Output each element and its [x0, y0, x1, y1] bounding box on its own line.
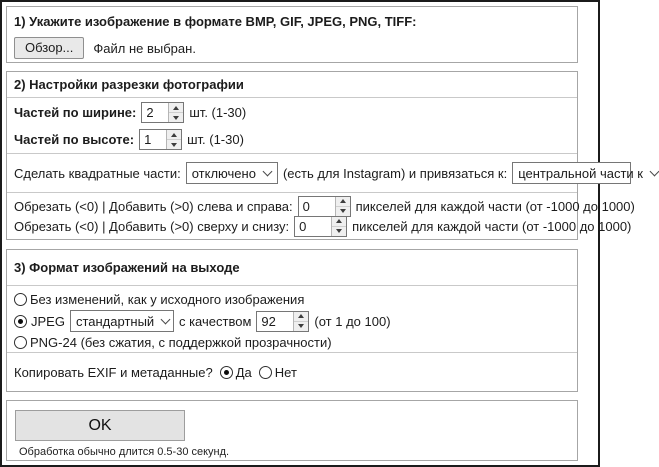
parts-height-label: Частей по высоте:: [14, 132, 135, 147]
jpeg-quality-input[interactable]: [257, 312, 293, 331]
spin-up-icon: [336, 219, 342, 223]
spin-down-icon: [298, 324, 304, 328]
parts-width-stepper: [141, 102, 184, 123]
spin-down-button[interactable]: [167, 139, 181, 149]
jpeg-quality-spin-buttons: [293, 312, 308, 331]
jpeg-quality-range: (от 1 до 100): [314, 313, 391, 329]
crop-top-bottom-spin-buttons: [331, 217, 346, 236]
parts-width-row: [14, 99, 570, 126]
jpeg-preset-select[interactable]: [70, 310, 174, 332]
spin-down-icon: [336, 229, 342, 233]
processing-time-note: Обработка обычно длится 0.5-30 секунд.: [19, 446, 230, 458]
jpeg-quality-label: с качеством: [178, 313, 252, 329]
crop-top-bottom-label: Обрезать (<0) | Добавить (>0) сверху и снизу:: [14, 218, 290, 234]
option-png-label: PNG-24 (без сжатия, с поддержкой прозрачности): [30, 335, 332, 350]
square-parts-row: [7, 153, 643, 192]
jpeg-quality-stepper: [256, 311, 309, 332]
radio-exif-yes[interactable]: [220, 366, 233, 379]
section1-heading: 1) Укажите изображение в формате BMP, GIF, JPEG, PNG, TIFF:: [14, 14, 417, 29]
file-input-row: [14, 37, 577, 59]
spin-up-icon: [340, 199, 346, 203]
spin-up-button[interactable]: [169, 103, 183, 112]
crop-left-right-label: Обрезать (<0) | Добавить (>0) слева и справа:: [14, 198, 293, 214]
exif-yes-label: Да: [235, 365, 252, 380]
file-status-text: Файл не выбран.: [93, 40, 196, 56]
parts-height-spin-buttons: [166, 130, 181, 149]
parts-height-suffix: шт. (1-30): [187, 132, 244, 147]
option-jpeg-label: JPEG: [31, 313, 65, 329]
crop-add-group: [7, 192, 635, 236]
exif-copy-label: Копировать EXIF и метаданные?: [14, 365, 213, 380]
radio-jpeg[interactable]: [14, 315, 27, 328]
radio-png[interactable]: [14, 336, 27, 349]
section-output-format: [6, 249, 578, 392]
section-file-upload: [6, 6, 578, 63]
spin-down-button[interactable]: [332, 226, 346, 236]
spin-down-button[interactable]: [336, 206, 350, 216]
output-format-options: [7, 286, 577, 352]
exif-copy-row: [7, 352, 577, 392]
chevron-down-icon: [262, 167, 272, 177]
section3-heading: 3) Формат изображений на выходе: [7, 250, 577, 286]
parts-height-stepper: [139, 129, 182, 150]
spin-up-icon: [173, 106, 179, 110]
square-parts-middle-text: (есть для Instagram) и привязаться к:: [282, 165, 508, 181]
parts-width-label: Частей по ширине:: [14, 105, 137, 120]
spin-up-button[interactable]: [336, 197, 350, 206]
crop-left-right-suffix: пикселей для каждой части (от -1000 до 1000): [355, 198, 635, 214]
spin-up-icon: [298, 314, 304, 318]
radio-original[interactable]: [14, 293, 27, 306]
anchor-selected-value: центральной части к: [518, 165, 643, 181]
spin-down-icon: [173, 116, 179, 120]
chevron-down-icon: [161, 315, 171, 325]
exif-no-label: Нет: [274, 365, 297, 380]
option-png-row[interactable]: [14, 333, 570, 352]
section2-heading: 2) Настройки разрезки фотографии: [7, 72, 577, 98]
parts-count-group: [7, 98, 577, 153]
section-submit: [6, 400, 578, 461]
spin-up-button[interactable]: [332, 217, 346, 226]
option-original-label: Без изменений, как у исходного изображения: [30, 292, 305, 307]
spin-down-icon: [340, 209, 346, 213]
section-split-settings: [6, 71, 643, 240]
exif-yes-option[interactable]: [220, 365, 252, 380]
square-parts-label: Сделать квадратные части:: [14, 165, 181, 181]
ok-button[interactable]: OK: [15, 410, 185, 441]
chevron-down-icon: [650, 167, 659, 177]
spin-up-button[interactable]: [294, 312, 308, 321]
parts-width-spin-buttons: [168, 103, 183, 122]
option-jpeg-row[interactable]: [14, 309, 570, 333]
spin-up-icon: [171, 133, 177, 137]
crop-left-right-stepper: [298, 196, 351, 217]
spin-down-icon: [171, 143, 177, 147]
browse-button[interactable]: Обзор...: [14, 37, 84, 59]
spin-up-button[interactable]: [167, 130, 181, 139]
parts-width-input[interactable]: [142, 103, 168, 122]
spin-down-button[interactable]: [169, 112, 183, 122]
crop-left-right-row: [14, 196, 635, 216]
jpeg-preset-selected-value: стандартный: [75, 313, 155, 329]
crop-top-bottom-input[interactable]: [295, 217, 331, 236]
parts-height-input[interactable]: [140, 130, 166, 149]
square-parts-select[interactable]: [186, 162, 278, 184]
crop-top-bottom-row: [14, 216, 632, 236]
crop-left-right-input[interactable]: [299, 197, 335, 216]
square-parts-selected-value: отключено: [191, 165, 256, 181]
option-original-row[interactable]: [14, 290, 570, 309]
spin-down-button[interactable]: [294, 321, 308, 331]
radio-exif-no[interactable]: [259, 366, 272, 379]
crop-left-right-spin-buttons: [335, 197, 350, 216]
exif-no-option[interactable]: [259, 365, 297, 380]
parts-width-suffix: шт. (1-30): [189, 105, 247, 120]
crop-top-bottom-suffix: пикселей для каждой части (от -1000 до 1000): [352, 218, 632, 234]
parts-height-row: [14, 126, 570, 153]
anchor-select[interactable]: [512, 162, 643, 184]
crop-top-bottom-stepper: [294, 216, 347, 237]
